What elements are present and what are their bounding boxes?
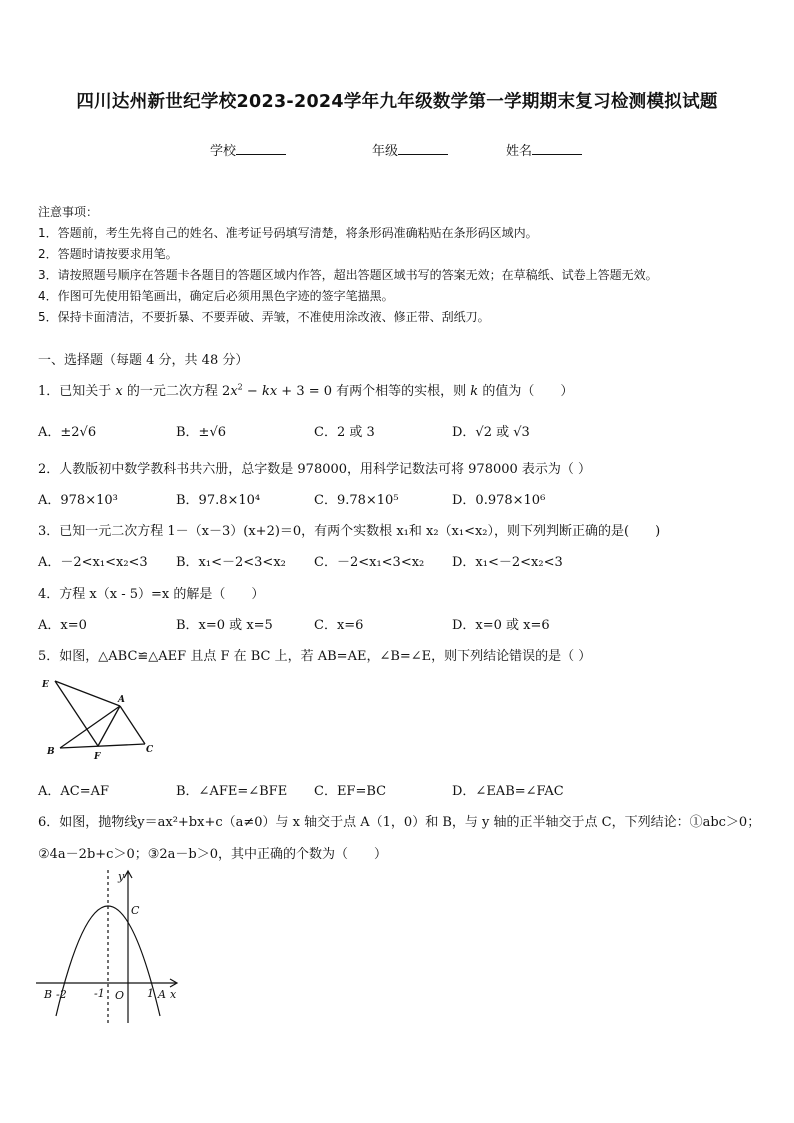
label-minus-1: -1 xyxy=(94,987,105,1000)
segment-ba xyxy=(60,706,120,748)
q5-option-d[interactable]: D．∠EAB=∠FAC xyxy=(452,784,564,799)
q1-option-d[interactable]: D．√2 或 √3 xyxy=(452,425,530,440)
q3-option-c[interactable]: C．－2<x₁<3<x₂ xyxy=(314,555,425,570)
name-blank[interactable] xyxy=(532,142,582,155)
segment-bc xyxy=(60,744,145,748)
segment-ac xyxy=(120,706,145,744)
q5-option-b[interactable]: B．∠AFE=∠BFE xyxy=(176,784,288,799)
notice-item: 3．请按照题号顺序在答题卡各题目的答题区域内作答，超出答题区域书写的答案无效；在草稿纸、试卷上答题无效。 xyxy=(38,268,658,282)
parabola-figure xyxy=(36,866,186,1026)
label-a: A xyxy=(158,988,166,1001)
q4-option-a[interactable]: A．x=0 xyxy=(38,618,87,633)
grade-field[interactable]: 年级 xyxy=(372,140,448,159)
school-blank[interactable] xyxy=(236,142,286,155)
q3-option-a[interactable]: A．－2<x₁<x₂<3 xyxy=(38,555,148,570)
label-origin: O xyxy=(115,989,125,1002)
notice-item: 2．答题时请按要求用笔。 xyxy=(38,247,178,261)
question-3: 3．已知一元二次方程 1－（x－3）(x+2)＝0，有两个实数根 x₁和 x₂（x₁<x₂），则下列判断正确的是( ) xyxy=(38,524,661,539)
label-y: y xyxy=(118,870,125,883)
q2-option-a[interactable]: A．978×10³ xyxy=(38,493,118,508)
question-6-line-2: ②4a－2b+c＞0；③2a－b＞0，其中正确的个数为（ ） xyxy=(38,847,387,862)
label-b: B xyxy=(47,747,55,757)
question-6-line-1: 6．如图，抛物线y＝ax²+bx+c（a≠0）与 x 轴交于点 A（1，0）和 B，与 y 轴的正半轴交于点 C，下列结论：①abc＞0； xyxy=(38,815,761,830)
segment-af xyxy=(98,706,120,746)
q4-option-b[interactable]: B．x=0 或 x=5 xyxy=(176,618,273,633)
question-5: 5．如图，△ABC≌△AEF 且点 F 在 BC 上，若 AB=AE，∠B=∠E，则下列结论错误的是（ ） xyxy=(38,649,592,664)
q1-option-a[interactable]: A．±2√6 xyxy=(38,425,97,440)
q1-option-b[interactable]: B．±√6 xyxy=(176,425,227,440)
q3-option-d[interactable]: D．x₁<－2<x₂<3 xyxy=(452,555,563,570)
q4-option-d[interactable]: D．x=0 或 x=6 xyxy=(452,618,550,633)
section-heading: 一、选择题（每题 4 分，共 48 分） xyxy=(38,353,249,368)
label-c: C xyxy=(146,745,154,755)
label-b: B xyxy=(44,988,53,1001)
label-e: E xyxy=(42,680,49,690)
label-minus-2: -2 xyxy=(56,988,67,1001)
q2-option-b[interactable]: B．97.8×10⁴ xyxy=(176,493,261,508)
q5-option-a[interactable]: A．AC=AF xyxy=(38,784,110,799)
q1-option-c[interactable]: C．2 或 3 xyxy=(314,425,375,440)
grade-blank[interactable] xyxy=(398,142,448,155)
notice-item: 1．答题前，考生先将自己的姓名、准考证号码填写清楚，将条形码准确粘贴在条形码区域内。 xyxy=(38,226,538,240)
page-title: 四川达州新世纪学校2023-2024学年九年级数学第一学期期末复习检测模拟试题 xyxy=(76,92,718,112)
triangle-figure xyxy=(38,672,168,764)
label-c: C xyxy=(131,904,140,917)
notice-item: 4．作图可先使用铅笔画出，确定后必须用黑色字迹的签字笔描黑。 xyxy=(38,289,394,303)
label-a: A xyxy=(118,695,125,705)
q5-option-c[interactable]: C．EF=BC xyxy=(314,784,387,799)
question-1: 1．已知关于 x 的一元二次方程 $2x^2$ − kx + 3 = 0 有两个相等的实根，则 k 的值为（ ） xyxy=(38,382,574,399)
q2-option-d[interactable]: D．0.978×10⁶ xyxy=(452,493,546,508)
q4-option-c[interactable]: C．x=6 xyxy=(314,618,364,633)
question-4: 4．方程 x（x - 5）=x 的解是（ ） xyxy=(38,587,265,602)
question-2: 2．人教版初中数学教科书共六册，总字数是 978000，用科学记数法可将 978000 表示为（ ） xyxy=(38,462,592,477)
label-f: F xyxy=(94,752,101,762)
label-one: 1 xyxy=(147,987,154,1000)
notice-heading: 注意事项： xyxy=(38,205,99,219)
label-x: x xyxy=(170,988,177,1001)
segment-ea xyxy=(55,681,120,706)
notice-item: 5．保持卡面清洁，不要折暴、不要弄破、弄皱，不准使用涂改液、修正带、刮纸刀。 xyxy=(38,310,490,324)
name-field[interactable]: 姓名 xyxy=(506,140,582,159)
q2-option-c[interactable]: C．9.78×10⁵ xyxy=(314,493,399,508)
school-field[interactable]: 学校 xyxy=(210,140,286,159)
q3-option-b[interactable]: B．x₁<－2<3<x₂ xyxy=(176,555,286,570)
